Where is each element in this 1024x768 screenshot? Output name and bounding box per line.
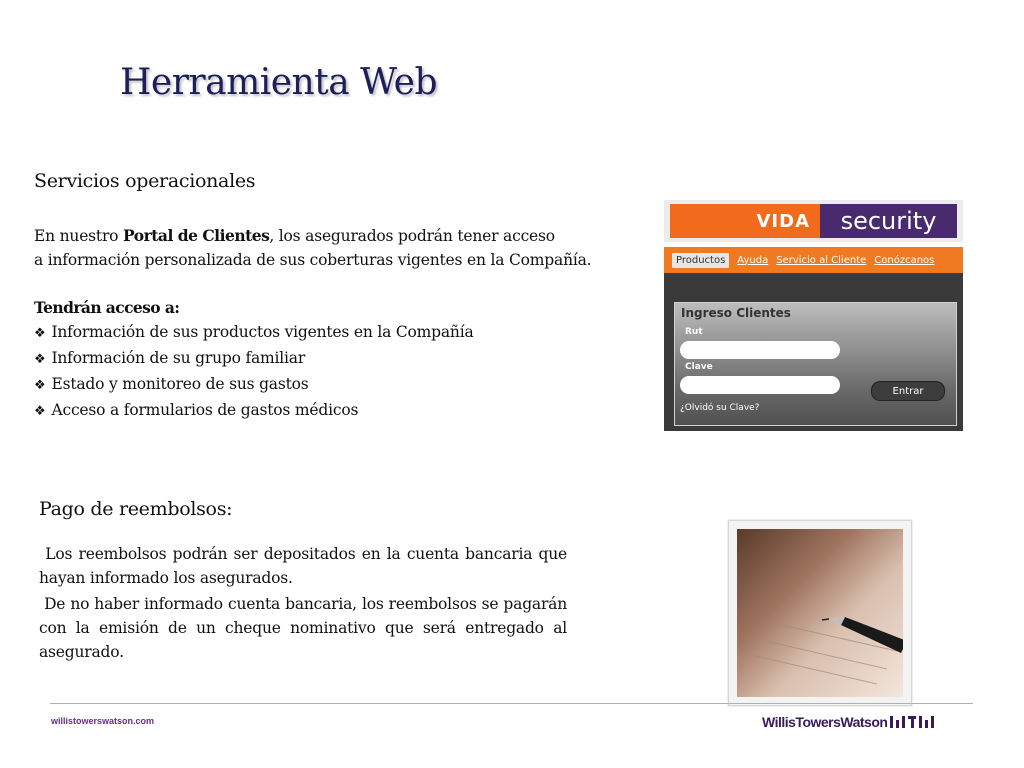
portal-nav [664, 247, 963, 273]
cheque-pen-photo [737, 529, 903, 697]
footer-url: willistowerswatson.com [51, 716, 155, 726]
list-item: ❖ Estado y monitoreo de sus gastos [34, 372, 594, 398]
entrar-button[interactable]: Entrar [871, 381, 945, 401]
intro-prefix: En nuestro [34, 227, 124, 245]
portal-name: Portal de Clientes [123, 226, 270, 245]
access-heading: Tendrán acceso a: [34, 298, 180, 317]
nav-servicio-cliente[interactable]: Servicio al Cliente [776, 254, 867, 266]
login-title: Ingreso Clientes [681, 306, 791, 320]
diamond-bullet-icon: ❖ [34, 352, 46, 367]
intro-rest: , los asegurados podrán tener acceso [269, 227, 555, 245]
diamond-bullet-icon: ❖ [34, 378, 46, 393]
nav-conozcanos[interactable]: Conózcanos [874, 254, 935, 266]
access-block [34, 296, 594, 424]
diamond-bullet-icon: ❖ [34, 326, 46, 341]
services-intro [34, 224, 594, 272]
clave-input[interactable] [680, 376, 840, 394]
reimbursement-text [39, 542, 572, 664]
list-item: ❖ Información de sus productos vigentes en la Compañía [34, 320, 594, 346]
reimbursement-heading: Pago de reembolsos: [39, 498, 233, 520]
vida-security-logo [664, 200, 963, 242]
footer-brand: WillisTowersWatson [762, 714, 888, 730]
diamond-bullet-icon: ❖ [34, 404, 46, 419]
client-portal-screenshot [664, 200, 963, 431]
cheque-photo-frame [728, 520, 912, 706]
cheque-pen-illustration [737, 529, 903, 697]
pen-icon [822, 617, 903, 653]
logo-security: security [820, 204, 957, 238]
login-box [674, 302, 957, 426]
rut-input[interactable] [680, 341, 840, 359]
clave-label: Clave [685, 362, 713, 372]
portal-body [664, 273, 963, 431]
list-item: ❖ Acceso a formularios de gastos médicos [34, 398, 594, 424]
reimbursement-paragraph-1: Los reembolsos podrán ser depositados en la cuenta bancaria que hayan informado los asegurados. [39, 545, 572, 587]
forgot-password-link[interactable]: ¿Olvidó su Clave? [680, 403, 760, 413]
intro-line2: a información personalizada de sus coberturas vigentes en la Compañía. [34, 251, 592, 269]
rut-label: Rut [685, 327, 703, 337]
nav-ayuda[interactable]: Ayuda [737, 254, 769, 266]
reimbursement-paragraph-2: De no haber informado cuenta bancaria, los reembolsos se pagarán con la emisión de un cheque nominativo que será entregado al asegurado. [39, 595, 572, 661]
logo-vida: VIDA [670, 204, 820, 238]
list-item: ❖ Información de su grupo familiar [34, 346, 594, 372]
access-list [34, 320, 594, 424]
wtw-logo-icon [890, 716, 934, 728]
page-title: Herramienta Web [120, 62, 438, 103]
nav-productos[interactable]: Productos [672, 253, 729, 268]
services-heading: Servicios operacionales [34, 170, 256, 192]
footer-divider [50, 703, 973, 704]
